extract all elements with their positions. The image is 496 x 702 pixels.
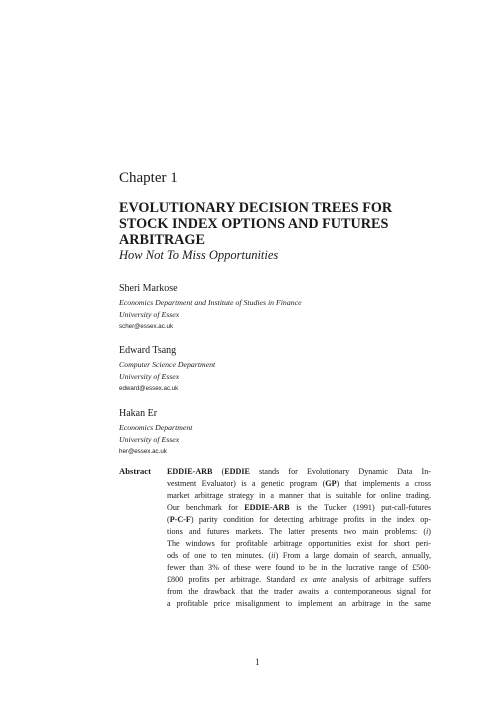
abstract-line: [167, 478, 431, 490]
author-name: Sheri Markose: [119, 283, 178, 294]
abstract-italic: i: [426, 527, 429, 536]
abstract-text: from the drawback that the trader awaits a contemporaneous signal for: [167, 587, 431, 596]
author-name: Edward Tsang: [119, 345, 177, 356]
abstract-line: [167, 550, 431, 562]
abstract-bold: P-C-F: [169, 515, 191, 524]
abstract-line: [167, 538, 431, 550]
abstract-line: [167, 490, 431, 502]
abstract-text: (: [212, 467, 225, 476]
chapter-label: Chapter 1: [119, 170, 178, 186]
author-email: scher@essex.ac.uk: [119, 323, 174, 330]
abstract-line: [167, 466, 431, 478]
abstract-italic: ii: [271, 551, 276, 560]
abstract-text: (: [167, 515, 170, 524]
title-line: EVOLUTIONARY DECISION TREES FOR: [119, 200, 393, 216]
abstract-italic: ex ante: [300, 575, 327, 584]
abstract-bold: EDDIE-ARB: [244, 503, 290, 512]
chapter-subtitle: How Not To Miss Opportunities: [119, 248, 279, 262]
chapter-title: [119, 200, 439, 248]
abstract-text: ): [428, 527, 431, 536]
author-affiliation: Economics Department: [119, 423, 193, 432]
abstract-text: tions and futures markets. The latter presents two main problems: (: [167, 527, 427, 536]
abstract-line: [167, 598, 431, 610]
abstract-text: £800 profits per arbitrage. Standard: [167, 575, 301, 584]
author-block: [119, 345, 419, 395]
author-university: University of Essex: [119, 310, 180, 319]
abstract-text: is the Tucker (1991) put-call-futures: [289, 503, 431, 512]
page-number: 1: [255, 657, 260, 667]
abstract-text: ) From a large domain of search, annually,: [275, 551, 431, 560]
abstract-text: fewer than 3% of these were found to be in the lucrative range of £500-: [167, 563, 431, 572]
author-email: edward@essex.ac.uk: [119, 385, 179, 392]
abstract-text: ) that implements a cross: [336, 479, 431, 488]
abstract-label: Abstract: [119, 466, 151, 476]
abstract-text: vestment Evaluator) is a genetic program (: [167, 479, 326, 488]
abstract-text: Our benchmark for: [167, 503, 245, 512]
abstract-text: analysis of arbitrage suffers: [326, 575, 431, 584]
author-affiliation: Computer Science Department: [119, 360, 216, 369]
abstract-bold: EDDIE-ARB: [167, 467, 213, 476]
abstract-text: market arbitrage strategy in a manner that is suitable for online trading.: [167, 491, 431, 500]
author-university: University of Essex: [119, 435, 180, 444]
title-line: ARBITRAGE: [119, 232, 205, 248]
author-block: [119, 283, 419, 333]
author-email: her@essex.ac.uk: [119, 448, 167, 455]
author-name: Hakan Er: [119, 408, 158, 419]
abstract-line: [167, 562, 431, 574]
abstract-body: [167, 466, 431, 610]
abstract-line: [167, 502, 431, 514]
abstract-bold: GP: [325, 479, 337, 488]
author-block: [119, 408, 419, 458]
abstract-line: [167, 514, 431, 526]
abstract-text: The windows for profitable arbitrage opportunities exist for short peri-: [167, 539, 431, 548]
abstract-line: [167, 526, 431, 538]
abstract-text: stands for Evolutionary Dynamic Data In-: [249, 467, 431, 476]
author-university: University of Essex: [119, 372, 180, 381]
abstract-line: [167, 586, 431, 598]
title-line: STOCK INDEX OPTIONS AND FUTURES: [119, 216, 389, 232]
abstract-text: ) parity condition for detecting arbitrage profits in the index op-: [190, 515, 431, 524]
abstract-text: a profitable price misalignment to implement an arbitrage in the same: [167, 599, 431, 608]
author-affiliation: Economics Department and Institute of Studies in Finance: [119, 298, 302, 307]
abstract-line: [167, 574, 431, 586]
abstract-text: ods of one to ten minutes. (: [167, 551, 272, 560]
abstract-bold: EDDIE: [224, 467, 250, 476]
